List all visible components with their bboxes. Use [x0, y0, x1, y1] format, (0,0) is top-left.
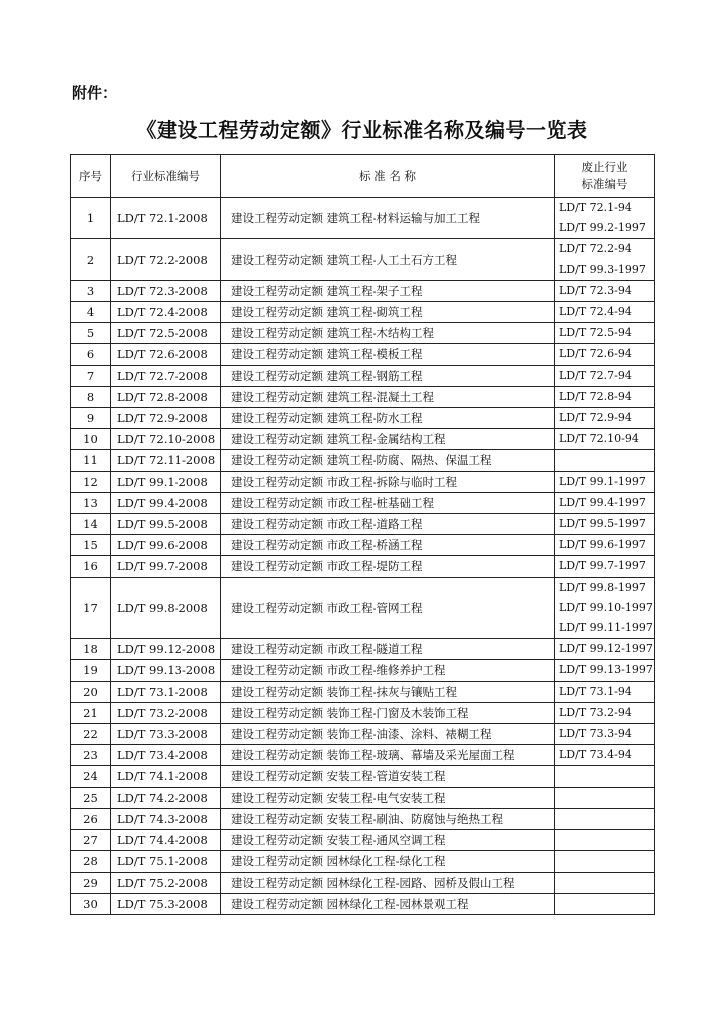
standard-name: 建设工程劳动定额 市政工程-拆除与临时工程 — [221, 471, 555, 492]
table-row — [71, 323, 655, 344]
row-number: 21 — [71, 702, 111, 723]
standard-code: LD/T 99.7-2008 — [111, 556, 221, 577]
standard-name: 建设工程劳动定额 建筑工程-防腐、隔热、保温工程 — [221, 450, 555, 471]
standard-code: LD/T 74.2-2008 — [111, 787, 221, 808]
abolished-code: LD/T 99.5-1997 — [559, 517, 646, 531]
standard-name: 建设工程劳动定额 建筑工程-钢筋工程 — [221, 365, 555, 386]
table-row — [71, 556, 655, 577]
row-number: 11 — [71, 450, 111, 471]
row-number: 29 — [71, 872, 111, 893]
row-number: 27 — [71, 830, 111, 851]
standard-name: 建设工程劳动定额 园林绿化工程-园路、园桥及假山工程 — [221, 872, 555, 893]
standard-name: 建设工程劳动定额 市政工程-维修养护工程 — [221, 660, 555, 681]
page-title: 《建设工程劳动定额》行业标准名称及编号一览表 — [136, 118, 588, 142]
attachment-label: 附件： — [72, 84, 118, 102]
abolished-code: LD/T 73.4-94 — [559, 748, 632, 762]
standard-code: LD/T 72.7-2008 — [111, 365, 221, 386]
standard-name: 建设工程劳动定额 市政工程-桩基础工程 — [221, 492, 555, 513]
standard-name: 建设工程劳动定额 建筑工程-人工土石方工程 — [221, 239, 555, 280]
abolished-codes — [555, 344, 655, 365]
table-row — [71, 681, 655, 702]
abolished-codes — [555, 577, 655, 639]
standard-code: LD/T 72.8-2008 — [111, 386, 221, 407]
standard-code: LD/T 72.5-2008 — [111, 323, 221, 344]
standard-code: LD/T 73.1-2008 — [111, 681, 221, 702]
standard-name: 建设工程劳动定额 市政工程-隧道工程 — [221, 639, 555, 660]
row-number: 20 — [71, 681, 111, 702]
abolished-codes — [555, 639, 655, 660]
abolished-codes — [555, 239, 655, 280]
abolished-codes — [555, 323, 655, 344]
row-number: 28 — [71, 851, 111, 872]
abolished-code: LD/T 99.10-1997 — [559, 600, 653, 614]
row-number: 15 — [71, 535, 111, 556]
abolished-code: LD/T 99.4-1997 — [559, 495, 646, 509]
abolished-codes — [555, 766, 655, 787]
standard-code: LD/T 75.3-2008 — [111, 893, 221, 914]
abolished-code: LD/T 72.6-94 — [559, 347, 632, 361]
table-body — [71, 198, 655, 915]
abolished-codes — [555, 702, 655, 723]
abolished-codes — [555, 471, 655, 492]
abolished-codes — [555, 492, 655, 513]
standards-table — [70, 154, 655, 915]
row-number: 6 — [71, 344, 111, 365]
table-row — [71, 893, 655, 914]
standard-code: LD/T 72.3-2008 — [111, 280, 221, 301]
table-row — [71, 872, 655, 893]
standard-code: LD/T 99.8-2008 — [111, 577, 221, 639]
standard-name: 建设工程劳动定额 市政工程-堤防工程 — [221, 556, 555, 577]
row-number: 2 — [71, 239, 111, 280]
standard-name: 建设工程劳动定额 装饰工程-抹灰与镶贴工程 — [221, 681, 555, 702]
row-number: 3 — [71, 280, 111, 301]
row-number: 8 — [71, 386, 111, 407]
abolished-code: LD/T 72.2-94 — [559, 242, 632, 256]
abolished-codes — [555, 745, 655, 766]
table-row — [71, 851, 655, 872]
abolished-codes — [555, 280, 655, 301]
standard-code: LD/T 74.4-2008 — [111, 830, 221, 851]
abolished-codes — [555, 872, 655, 893]
abolished-code: LD/T 99.12-1997 — [559, 642, 653, 656]
abolished-codes — [555, 830, 655, 851]
table-row — [71, 808, 655, 829]
standard-name: 建设工程劳动定额 建筑工程-金属结构工程 — [221, 429, 555, 450]
standard-name: 建设工程劳动定额 建筑工程-模板工程 — [221, 344, 555, 365]
abolished-codes — [555, 808, 655, 829]
abolished-code: LD/T 72.3-94 — [559, 283, 632, 297]
row-number: 24 — [71, 766, 111, 787]
table-row — [71, 450, 655, 471]
abolished-codes — [555, 787, 655, 808]
abolished-codes — [555, 365, 655, 386]
abolished-code: LD/T 99.3-1997 — [559, 262, 646, 276]
standard-code: LD/T 99.12-2008 — [111, 639, 221, 660]
standard-name: 建设工程劳动定额 建筑工程-木结构工程 — [221, 323, 555, 344]
row-number: 7 — [71, 365, 111, 386]
abolished-code: LD/T 72.8-94 — [559, 389, 632, 403]
abolished-code: LD/T 99.11-1997 — [559, 621, 653, 635]
abolished-codes — [555, 198, 655, 239]
standard-code: LD/T 74.1-2008 — [111, 766, 221, 787]
standard-name: 建设工程劳动定额 建筑工程-材料运输与加工工程 — [221, 198, 555, 239]
table-row — [71, 344, 655, 365]
abolished-codes — [555, 386, 655, 407]
standard-name: 建设工程劳动定额 装饰工程-油漆、涂料、裱糊工程 — [221, 724, 555, 745]
header-code: 行业标准编号 — [111, 155, 221, 198]
abolished-code: LD/T 99.13-1997 — [559, 663, 653, 677]
header-abolished — [555, 155, 655, 198]
abolished-code: LD/T 72.5-94 — [559, 326, 632, 340]
table-row — [71, 535, 655, 556]
table-row — [71, 239, 655, 280]
row-number: 10 — [71, 429, 111, 450]
row-number: 17 — [71, 577, 111, 639]
row-number: 12 — [71, 471, 111, 492]
abolished-code: LD/T 73.2-94 — [559, 705, 632, 719]
table-row — [71, 386, 655, 407]
abolished-codes — [555, 851, 655, 872]
abolished-code: LD/T 99.6-1997 — [559, 538, 646, 552]
header-abolished-line1: 废止行业 — [581, 160, 628, 174]
standard-name: 建设工程劳动定额 安装工程-管道安装工程 — [221, 766, 555, 787]
standard-code: LD/T 99.13-2008 — [111, 660, 221, 681]
abolished-codes — [555, 893, 655, 914]
standard-name: 建设工程劳动定额 建筑工程-架子工程 — [221, 280, 555, 301]
abolished-code: LD/T 99.8-1997 — [559, 580, 646, 594]
table-row — [71, 830, 655, 851]
abolished-code: LD/T 72.9-94 — [559, 411, 632, 425]
row-number: 18 — [71, 639, 111, 660]
standard-code: LD/T 99.5-2008 — [111, 514, 221, 535]
table-row — [71, 639, 655, 660]
abolished-codes — [555, 302, 655, 323]
abolished-codes — [555, 450, 655, 471]
row-number: 9 — [71, 408, 111, 429]
table-row — [71, 660, 655, 681]
standard-name: 建设工程劳动定额 装饰工程-玻璃、幕墙及采光屋面工程 — [221, 745, 555, 766]
row-number: 25 — [71, 787, 111, 808]
header-name: 标 准 名 称 — [221, 155, 555, 198]
standard-name: 建设工程劳动定额 建筑工程-防水工程 — [221, 408, 555, 429]
standard-name: 建设工程劳动定额 市政工程-道路工程 — [221, 514, 555, 535]
table-row — [71, 724, 655, 745]
row-number: 1 — [71, 198, 111, 239]
table-row — [71, 365, 655, 386]
standard-code: LD/T 99.6-2008 — [111, 535, 221, 556]
standard-name: 建设工程劳动定额 装饰工程-门窗及木装饰工程 — [221, 702, 555, 723]
standard-name: 建设工程劳动定额 园林绿化工程-绿化工程 — [221, 851, 555, 872]
row-number: 22 — [71, 724, 111, 745]
table-row — [71, 702, 655, 723]
standard-code: LD/T 75.2-2008 — [111, 872, 221, 893]
standard-code: LD/T 75.1-2008 — [111, 851, 221, 872]
table-header-row — [71, 155, 655, 198]
standard-code: LD/T 74.3-2008 — [111, 808, 221, 829]
header-seq: 序号 — [71, 155, 111, 198]
abolished-code: LD/T 72.7-94 — [559, 368, 632, 382]
standard-code: LD/T 72.2-2008 — [111, 239, 221, 280]
table-row — [71, 280, 655, 301]
table-row — [71, 429, 655, 450]
abolished-codes — [555, 660, 655, 681]
abolished-code: LD/T 73.1-94 — [559, 684, 632, 698]
table-row — [71, 471, 655, 492]
standard-code: LD/T 73.4-2008 — [111, 745, 221, 766]
standard-name: 建设工程劳动定额 园林绿化工程-园林景观工程 — [221, 893, 555, 914]
row-number: 13 — [71, 492, 111, 513]
standard-code: LD/T 73.3-2008 — [111, 724, 221, 745]
abolished-codes — [555, 556, 655, 577]
abolished-code: LD/T 99.1-1997 — [559, 474, 646, 488]
abolished-code: LD/T 99.7-1997 — [559, 559, 646, 573]
table-row — [71, 745, 655, 766]
table-row — [71, 514, 655, 535]
table-row — [71, 198, 655, 239]
standard-code: LD/T 73.2-2008 — [111, 702, 221, 723]
standard-code: LD/T 72.4-2008 — [111, 302, 221, 323]
abolished-code: LD/T 73.3-94 — [559, 727, 632, 741]
table-row — [71, 787, 655, 808]
row-number: 14 — [71, 514, 111, 535]
standard-code: LD/T 99.1-2008 — [111, 471, 221, 492]
abolished-code: LD/T 99.2-1997 — [559, 221, 646, 235]
standard-name: 建设工程劳动定额 安装工程-电气安装工程 — [221, 787, 555, 808]
abolished-codes — [555, 429, 655, 450]
standard-name: 建设工程劳动定额 市政工程-桥涵工程 — [221, 535, 555, 556]
row-number: 16 — [71, 556, 111, 577]
row-number: 26 — [71, 808, 111, 829]
standard-code: LD/T 72.1-2008 — [111, 198, 221, 239]
table-row — [71, 408, 655, 429]
header-abolished-line2: 标准编号 — [581, 177, 628, 191]
row-number: 4 — [71, 302, 111, 323]
standard-name: 建设工程劳动定额 建筑工程-砌筑工程 — [221, 302, 555, 323]
abolished-codes — [555, 681, 655, 702]
standard-code: LD/T 72.11-2008 — [111, 450, 221, 471]
standard-code: LD/T 72.6-2008 — [111, 344, 221, 365]
standard-name: 建设工程劳动定额 市政工程-管网工程 — [221, 577, 555, 639]
standard-code: LD/T 72.9-2008 — [111, 408, 221, 429]
row-number: 19 — [71, 660, 111, 681]
abolished-code: LD/T 72.1-94 — [559, 201, 632, 214]
row-number: 5 — [71, 323, 111, 344]
abolished-codes — [555, 535, 655, 556]
table-row — [71, 302, 655, 323]
standard-name: 建设工程劳动定额 安装工程-通风空调工程 — [221, 830, 555, 851]
standard-code: LD/T 99.4-2008 — [111, 492, 221, 513]
table-row — [71, 492, 655, 513]
abolished-code: LD/T 72.10-94 — [559, 432, 639, 446]
table-row — [71, 577, 655, 639]
abolished-codes — [555, 408, 655, 429]
abolished-codes — [555, 514, 655, 535]
row-number: 30 — [71, 893, 111, 914]
standard-name: 建设工程劳动定额 安装工程-刷油、防腐蚀与绝热工程 — [221, 808, 555, 829]
standard-code: LD/T 72.10-2008 — [111, 429, 221, 450]
standard-name: 建设工程劳动定额 建筑工程-混凝土工程 — [221, 386, 555, 407]
abolished-codes — [555, 724, 655, 745]
row-number: 23 — [71, 745, 111, 766]
table-row — [71, 766, 655, 787]
abolished-code: LD/T 72.4-94 — [559, 305, 632, 319]
